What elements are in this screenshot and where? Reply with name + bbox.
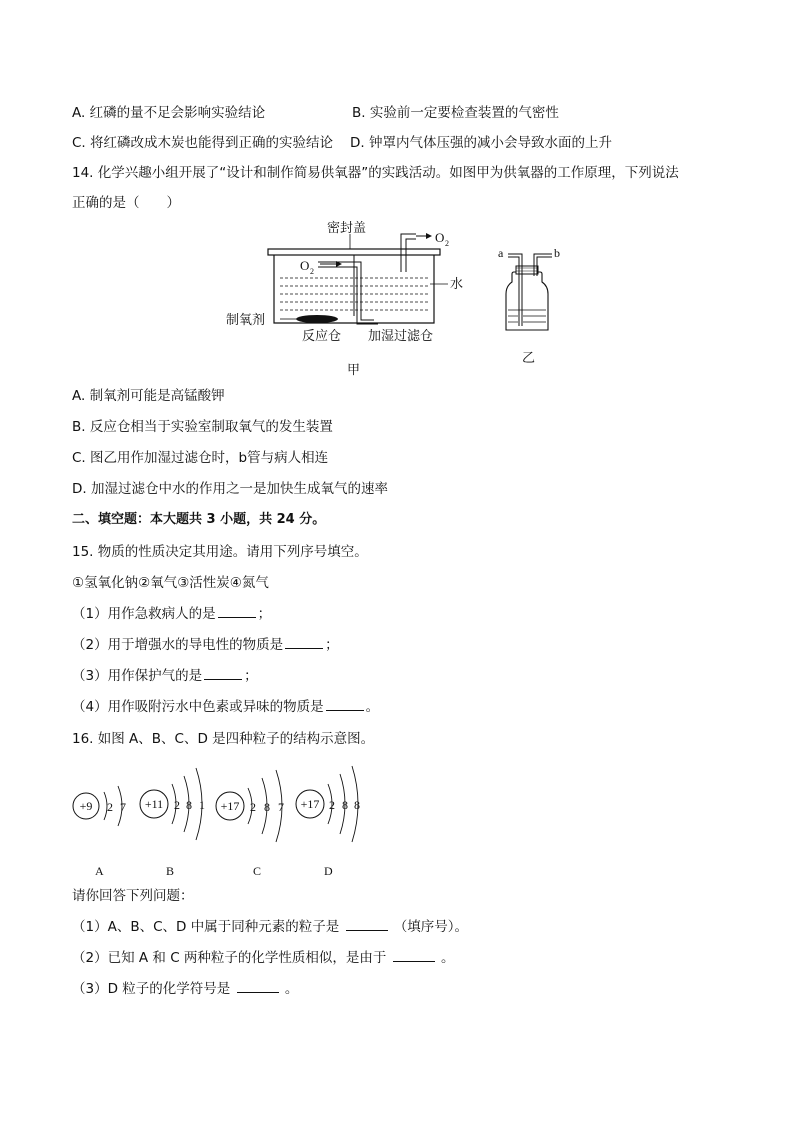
particle-d — [296, 766, 360, 878]
q15-part4-text: （4）用作吸附污水中色素或异味的物质是 — [72, 699, 324, 715]
label-agent: 制氧剂 — [226, 313, 266, 328]
q16-prompt: 请你回答下列问题： — [72, 888, 194, 904]
section-heading-fill-in: 二、填空题：本大题共 3 小题，共 24 分。 — [72, 512, 326, 527]
q14-option-d: D. 加湿过滤仓中水的作用之一是加快生成氧气的速率 — [72, 481, 388, 497]
q13-option-c: C. 将红磷改成木炭也能得到正确的实验结论 — [72, 135, 334, 151]
label-a: A — [95, 864, 104, 878]
answer-blank[interactable] — [204, 667, 242, 680]
q14-option-c: C. 图乙用作加湿过滤仓时，b管与病人相连 — [72, 450, 329, 466]
caption-yi: 乙 — [522, 351, 536, 366]
nucleus-b: +11 — [144, 797, 164, 811]
answer-blank[interactable] — [326, 698, 364, 711]
particle-b — [140, 768, 205, 878]
answer-blank[interactable] — [393, 949, 435, 962]
label-tube-a: a — [498, 246, 504, 260]
q15-part1 — [72, 605, 271, 623]
shell-b-2: 8 — [186, 798, 192, 812]
q13-option-d: D. 钟罩内气体压强的减小会导致水面的上升 — [350, 135, 612, 151]
shell-a-1: 2 — [107, 800, 113, 814]
q15-part1-text: （1）用作急救病人的是 — [72, 606, 216, 622]
label-o2-in-sub: 2 — [310, 267, 314, 276]
q16-part3 — [72, 980, 298, 998]
punct: ； — [325, 637, 339, 653]
q16-part2 — [72, 949, 455, 967]
shell-a-2: 7 — [120, 800, 126, 814]
q14-stem-line2: 正确的是（ ） — [72, 195, 180, 211]
particle-a — [73, 786, 126, 878]
shell-d-2: 8 — [342, 798, 348, 812]
q15-options: ①氢氧化钠②氧气③活性炭④氮气 — [72, 575, 269, 591]
shell-c-1: 2 — [250, 800, 256, 814]
punct: （填序号）。 — [393, 919, 469, 935]
gas-bottle-diagram-yi — [492, 238, 564, 368]
q16-stem: 16. 如图 A、B、C、D 是四种粒子的结构示意图。 — [72, 731, 375, 747]
q13-option-a: A. 红磷的量不足会影响实验结论 — [72, 105, 266, 121]
punct: ； — [244, 668, 258, 684]
q14-stem-line1: 14. 化学兴趣小组开展了“设计和制作简易供氧器”的实践活动。如图甲为供氧器的工作原理，下列说法 — [72, 165, 679, 181]
shell-b-1: 2 — [174, 798, 180, 812]
q15-part2-text: （2）用于增强水的导电性的物质是 — [72, 637, 284, 653]
shell-c-3: 7 — [278, 800, 284, 814]
q16-part1-text: （1）A、B、C、D 中属于同种元素的粒子是 — [72, 919, 340, 935]
q13-option-b: B. 实验前一定要检查装置的气密性 — [352, 105, 559, 121]
label-c: C — [253, 864, 262, 878]
oxygen-supplier-diagram-jia — [220, 220, 480, 380]
q14-option-a: A. 制氧剂可能是高锰酸钾 — [72, 388, 225, 404]
label-reactor: 反应仓 — [302, 329, 342, 344]
q15-part4 — [72, 698, 379, 716]
label-tube-b: b — [554, 246, 560, 260]
q16-part1 — [72, 918, 468, 936]
answer-blank[interactable] — [285, 636, 323, 649]
bottle — [506, 272, 548, 330]
q15-stem: 15. 物质的性质决定其用途。请用下列序号填空。 — [72, 544, 368, 560]
particle-c — [216, 770, 284, 878]
nucleus-c: +17 — [220, 799, 240, 813]
label-lid: 密封盖 — [327, 221, 367, 236]
q15-part3-text: （3）用作保护气的是 — [72, 668, 203, 684]
shell-b-3: 1 — [199, 798, 205, 812]
caption-jia: 甲 — [347, 363, 361, 378]
label-b: B — [166, 864, 175, 878]
q14-option-b: B. 反应仓相当于实验室制取氧气的发生装置 — [72, 419, 333, 435]
label-o2-out-sub: 2 — [445, 239, 449, 248]
label-o2-in: O — [300, 258, 310, 273]
nucleus-d: +17 — [300, 797, 320, 811]
label-d: D — [324, 864, 333, 878]
punct: 。 — [284, 981, 299, 997]
q15-part2 — [72, 636, 339, 654]
punct: 。 — [441, 950, 455, 966]
punct: ； — [257, 606, 272, 622]
atomic-structure-diagrams — [70, 756, 380, 886]
answer-blank[interactable] — [346, 918, 388, 931]
label-filter: 加湿过滤仓 — [368, 329, 434, 344]
q16-part3-text: （3）D 粒子的化学符号是 — [72, 981, 231, 997]
sealing-lid — [268, 249, 440, 255]
label-o2-out: O — [435, 230, 445, 245]
nucleus-a: +9 — [79, 799, 93, 813]
shell-d-1: 2 — [329, 798, 335, 812]
q15-part3 — [72, 667, 258, 685]
shell-d-3: 8 — [354, 798, 360, 812]
punct: 。 — [365, 699, 380, 715]
q16-part2-text: （2）已知 A 和 C 两种粒子的化学性质相似，是由于 — [72, 950, 387, 966]
label-water: 水 — [450, 277, 464, 292]
shell-c-2: 8 — [264, 800, 270, 814]
answer-blank[interactable] — [218, 605, 256, 618]
answer-blank[interactable] — [237, 980, 279, 993]
oxygen-agent — [296, 315, 338, 323]
